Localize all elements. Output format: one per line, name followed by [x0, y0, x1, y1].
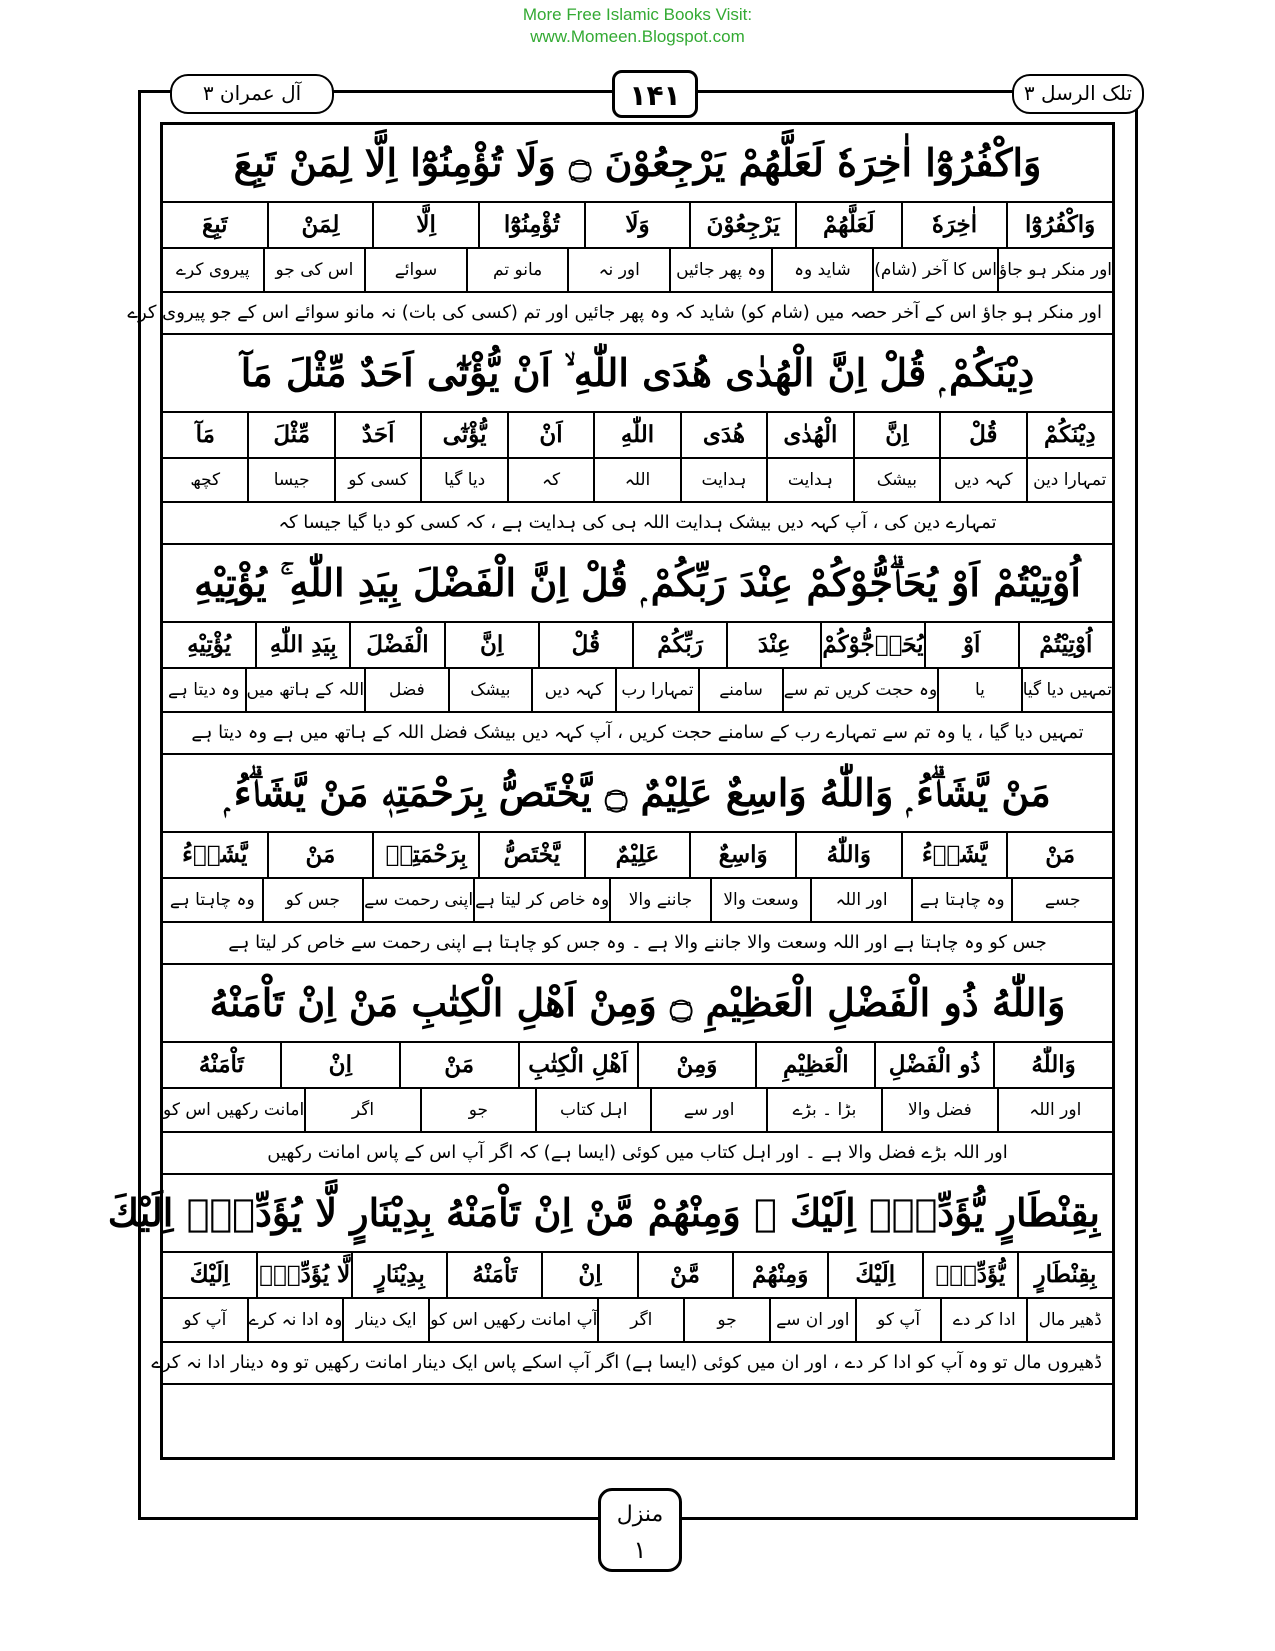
word-meaning: اور سے	[650, 1089, 765, 1131]
word-meaning: اور اللہ	[997, 1089, 1112, 1131]
verse-translation: اور اللہ بڑے فضل والا ہے ۔ اور اہل کتاب میں کوئی (ایسا ہے) کہ اگر آپ اس کے پاس امانت رکھیں	[163, 1133, 1112, 1175]
arabic-word: يُّؤْتٰٓى	[420, 413, 506, 457]
word-meaning: وہ چاہتا ہے	[169, 890, 255, 910]
arabic-word: يَّشَاۗءُ	[901, 833, 1007, 877]
verse-block	[163, 545, 1112, 755]
arabic-word: وَاكْفُرُوْٓا	[1006, 203, 1112, 247]
arabic-word: اِنْ	[280, 1043, 399, 1087]
word-meaning: اللہ	[593, 459, 679, 501]
word-row	[163, 623, 1112, 669]
word-meaning: جو	[683, 1299, 769, 1341]
arabic-word: لَّا يُؤَدِّهٖٓ	[256, 1253, 351, 1297]
verse-translation: تمہارے دین کی ، آپ کہہ دیں بیشک ہدایت اللہ ہی کی ہدایت ہے ، کہ کسی کو دیا گیا جیسا کہ	[163, 503, 1112, 545]
verse-block	[127, 125, 1112, 335]
word-meaning: تمہارا رب	[615, 669, 699, 711]
word-meaning: جیسا	[247, 459, 333, 501]
arabic-word: ذُو الْفَضْلِ	[874, 1043, 993, 1087]
juz-name-label: تلک الرسل ۳	[1012, 74, 1144, 114]
word-meaning: اس کا آخر (شام)	[872, 249, 997, 291]
word-meaning: ادا کر دے	[940, 1299, 1026, 1341]
promo-line-1: More Free Islamic Books Visit:	[522, 5, 753, 24]
meaning-row	[163, 1089, 1112, 1133]
arabic-word: تَاْمَنْهُ	[446, 1253, 541, 1297]
arabic-word: مَنْ	[399, 1043, 518, 1087]
word-meaning: وہ دیتا ہے	[167, 680, 240, 700]
arabic-word: الْهُدٰى	[766, 413, 852, 457]
verse-translation: تمہیں دیا گیا ، یا وہ تم سے تمہارے رب کے سامنے حجت کریں ، آپ کہہ دیں بیشک فضل اللہ کے ہاتھ میں ہے وہ دیتا ہے	[163, 713, 1112, 755]
word-meaning: کچھ	[190, 470, 221, 490]
arabic-word: وَلَا	[584, 203, 690, 247]
word-meaning: بڑا ۔ بڑے	[766, 1089, 881, 1131]
arabic-word: يُؤْتِيْهِ	[187, 631, 232, 658]
verse-line: وَاكْفُرُوْٓا اٰخِرَهٗ لَعَلَّهُمْ يَرْجِعُوْنَ ۝ وَلَا تُؤْمِنُوْٓا اِلَّا لِمَنْ تَبِعَ	[163, 125, 1112, 203]
word-meaning: اور نہ	[567, 249, 669, 291]
arabic-word: الْعَظِيْمِ	[755, 1043, 874, 1087]
word-meaning: آپ کو	[855, 1299, 941, 1341]
arabic-word: الْفَضْلَ	[349, 623, 443, 667]
arabic-word: يَّخْتَصُّ	[478, 833, 584, 877]
word-meaning: جو	[420, 1089, 535, 1131]
meaning-row	[163, 669, 1112, 713]
arabic-word: رَبِّكُمْ	[632, 623, 726, 667]
word-meaning: اس کی جو	[263, 249, 365, 291]
word-meaning: اور ان سے	[769, 1299, 855, 1341]
word-meaning: تمہارا دین	[1026, 459, 1112, 501]
word-meaning: وہ خاص کر لیتا ہے	[473, 879, 609, 921]
word-meaning: شاید وہ	[771, 249, 873, 291]
word-meaning: اپنی رحمت سے	[362, 879, 473, 921]
arabic-word: اَحَدٌ	[334, 413, 420, 457]
word-meaning: ہدایت	[766, 459, 852, 501]
arabic-word: تَبِعَ	[201, 211, 228, 238]
arabic-word: بِرَحْمَتِهٖ	[372, 833, 478, 877]
word-meaning: اگر	[597, 1299, 683, 1341]
arabic-word: اَوْ	[924, 623, 1018, 667]
arabic-word: اِلَّا	[372, 203, 478, 247]
page-number: ۱۴۱	[612, 70, 698, 118]
arabic-word: مَّنْ	[637, 1253, 732, 1297]
verse-line: دِيْنَكُمْ ۭ قُلْ اِنَّ الْهُدٰى هُدَى اللّٰهِ ۙ اَنْ يُّؤْتٰٓى اَحَدٌ مِّثْلَ مَآ	[163, 335, 1112, 413]
manzil-badge	[598, 1488, 682, 1572]
word-meaning: مانو تم	[466, 249, 568, 291]
arabic-word: يَّشَاۗءُ	[182, 841, 248, 868]
arabic-word: قُلْ	[939, 413, 1025, 457]
word-meaning: اور منکر ہو جاؤ	[997, 249, 1112, 291]
arabic-word: وَاللّٰهُ	[993, 1043, 1112, 1087]
page-content	[107, 125, 1112, 1385]
manzil-label: منزل	[616, 1502, 664, 1527]
manzil-number: ۱	[633, 1536, 647, 1564]
word-meaning: کسی کو	[334, 459, 420, 501]
word-meaning: فضل والا	[881, 1089, 996, 1131]
word-meaning: وہ ادا نہ کرے	[247, 1299, 343, 1341]
word-meaning: آپ کو	[183, 1310, 227, 1330]
word-meaning: اور اللہ	[810, 879, 911, 921]
word-meaning: دیا گیا	[420, 459, 506, 501]
arabic-word: لِمَنْ	[267, 203, 373, 247]
word-meaning: جسے	[1011, 879, 1112, 921]
word-meaning: کہہ دیں	[939, 459, 1025, 501]
word-row	[163, 203, 1112, 249]
arabic-word: يَرْجِعُوْنَ	[689, 203, 795, 247]
arabic-word: عَلِيْمٌ	[584, 833, 690, 877]
word-meaning: بیشک	[853, 459, 939, 501]
arabic-word: اَنْ	[507, 413, 593, 457]
arabic-word: اَھْلِ الْكِتٰبِ	[518, 1043, 637, 1087]
arabic-word: لَعَلَّهُمْ	[795, 203, 901, 247]
word-meaning: پیروی کرے	[176, 260, 250, 280]
arabic-word: اِنَّ	[444, 623, 538, 667]
meaning-row	[163, 459, 1112, 503]
arabic-word: تُؤْمِنُوْٓا	[478, 203, 584, 247]
meaning-row	[163, 249, 1112, 293]
arabic-word: قُلْ	[538, 623, 632, 667]
word-row	[163, 1043, 1112, 1089]
word-meaning: آپ امانت رکھیں اس کو	[428, 1299, 597, 1341]
word-row	[163, 413, 1112, 459]
arabic-word: تَاْمَنْهُ	[198, 1051, 244, 1078]
verse-block	[163, 965, 1112, 1175]
arabic-word: اِنْ	[541, 1253, 636, 1297]
word-row	[163, 1253, 1112, 1299]
word-meaning: جاننے والا	[609, 879, 710, 921]
arabic-word: وَمِنْھُمْ	[732, 1253, 827, 1297]
word-meaning: ڈھیر مال	[1026, 1299, 1112, 1341]
surah-name-label: آل عمران ۳	[170, 74, 334, 114]
word-meaning: اللہ کے ہاتھ میں	[245, 669, 365, 711]
word-meaning: اگر	[304, 1089, 419, 1131]
word-meaning: ایک دینار	[342, 1299, 428, 1341]
word-meaning: سامنے	[698, 669, 782, 711]
word-meaning: امانت رکھیں اس کو	[163, 1100, 305, 1120]
arabic-word: بِيَدِ اللّٰهِ	[255, 623, 349, 667]
arabic-word: اِلَيْكَ	[189, 1261, 230, 1288]
verse-line: مَنْ يَّشَاۗءُ ۭ وَاللّٰهُ وَاسِعٌ عَلِيْمٌ ۝ يَّخْتَصُّ بِرَحْمَتِهٖ مَنْ يَّشَاۗءُ ۭ	[163, 755, 1112, 833]
word-meaning: وہ چاہتا ہے	[911, 879, 1012, 921]
word-meaning: جس کو	[262, 879, 363, 921]
arabic-word: مَآ	[195, 421, 215, 448]
word-meaning: بیشک	[448, 669, 532, 711]
word-meaning: تمہیں دیا گیا	[1021, 669, 1112, 711]
arabic-word: مَنْ	[1006, 833, 1112, 877]
word-meaning: ہدایت	[680, 459, 766, 501]
word-meaning: کہ	[507, 459, 593, 501]
arabic-word: دِيْنَكُمْ	[1026, 413, 1112, 457]
verse-translation: ڈھیروں مال تو وہ آپ کو ادا کر دے ، اور ان میں کوئی (ایسا ہے) اگر آپ اسکے پاس ایک دینار امانت رکھیں تو وہ دینار ادا نہ کرے	[163, 1343, 1112, 1385]
word-meaning: یا	[937, 669, 1021, 711]
arabic-word: يُّؤَدِّهٖٓ	[922, 1253, 1017, 1297]
arabic-word: يُحَاۗجُّوْكُمْ	[820, 623, 923, 667]
word-meaning: سوائے	[364, 249, 466, 291]
arabic-word: وَاسِعٌ	[689, 833, 795, 877]
arabic-word: بِقِنْطَارٍ	[1017, 1253, 1112, 1297]
arabic-word: وَمِنْ	[637, 1043, 756, 1087]
verse-line: اُوْتِيْتُمْ اَوْ يُحَاۗجُّوْكُمْ عِنْدَ رَبِّكُمْ ۭ قُلْ اِنَّ الْفَضْلَ بِيَدِ اللّٰهِ ۚ يُؤْتِيْهِ	[163, 545, 1112, 623]
meaning-row	[163, 879, 1112, 923]
verse-translation: اور منکر ہو جاؤ اس کے آخر حصہ میں (شام کو) شاید کہ وہ پھر جائیں اور تم (کسی کی بات) نہ مانو سوائے اس کے جو پیروی کرے	[163, 293, 1112, 335]
word-meaning: اہل کتاب	[535, 1089, 650, 1131]
meaning-row	[163, 1299, 1112, 1343]
verse-block	[163, 335, 1112, 545]
word-meaning: وسعت والا	[710, 879, 811, 921]
arabic-word: اٰخِرَهٗ	[901, 203, 1007, 247]
word-meaning: کہہ دیں	[531, 669, 615, 711]
arabic-word: هُدَى	[680, 413, 766, 457]
arabic-word: اُوْتِيْتُمْ	[1018, 623, 1112, 667]
word-meaning: وہ پھر جائیں	[669, 249, 771, 291]
verse-translation: جس کو وہ چاہتا ہے اور اللہ وسعت والا جاننے والا ہے ۔ وہ جس کو چاہتا ہے اپنی رحمت سے خاص کر لیتا ہے	[163, 923, 1112, 965]
verse-line: بِقِنْطَارٍ يُّؤَدِّهٖٓ اِلَيْكَ ۚ وَمِنْھُمْ مَّنْ اِنْ تَاْمَنْهُ بِدِيْنَارٍ لَّا يُؤَدِّهٖٓ اِلَيْكَ	[163, 1175, 1112, 1253]
verse-block	[107, 1175, 1112, 1385]
word-row	[163, 833, 1112, 879]
arabic-word: مَنْ	[267, 833, 373, 877]
word-meaning: وہ حجت کریں تم سے	[782, 669, 937, 711]
arabic-word: اللّٰهِ	[593, 413, 679, 457]
arabic-word: عِنْدَ	[726, 623, 820, 667]
arabic-word: بِدِيْنَارٍ	[351, 1253, 446, 1297]
arabic-word: اِلَيْكَ	[827, 1253, 922, 1297]
promo-banner	[0, 4, 1275, 48]
arabic-word: وَاللّٰهُ	[795, 833, 901, 877]
promo-link[interactable]: www.Momeen.Blogspot.com	[530, 27, 745, 46]
arabic-word: مِّثْلَ	[247, 413, 333, 457]
arabic-word: اِنَّ	[853, 413, 939, 457]
verse-line: وَاللّٰهُ ذُو الْفَضْلِ الْعَظِيْمِ ۝ وَمِنْ اَھْلِ الْكِتٰبِ مَنْ اِنْ تَاْمَنْهُ	[163, 965, 1112, 1043]
word-meaning: فضل	[364, 669, 448, 711]
verse-block	[163, 755, 1112, 965]
